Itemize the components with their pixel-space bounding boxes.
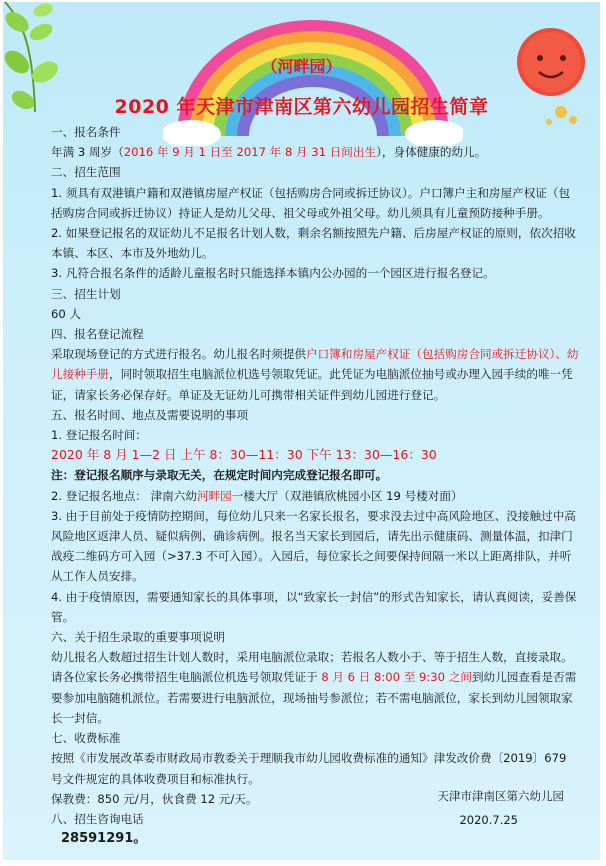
section-1-title: 一、报名条件 — [51, 125, 121, 139]
section-7-p1: 按照《市发展改革委市财政局市教委关于理顺我市幼儿园收费标准的通知》津发改价费〔2019〕679 号文件规定的具体收费项目和标准执行。 — [51, 751, 567, 786]
section-5-3: 3. 由于目前处于疫情防控期间，每位幼儿只来一名家长报名，要求没去过中高风险地区、没接触过中高风险地区返津人员、疑似病例、确诊病例。报名当天家长到园后，请先出示健康码、测量体温，扣津门战疫二维码方可入园（>37.3 不可入园）。入园后，每位家长之间要保持间隔一米以上距离排队，并听从工作人员安排。 — [51, 508, 576, 584]
registration-time: 2020 年 8 月 1—2 日 上午 8：30—11：30 下午 13：30—16：30 — [51, 447, 437, 463]
birth-range: 2016 年 9 月 1 日至 2017 年 8 月 31 日间出生 — [123, 145, 377, 160]
s6-a: 幼儿报名人数超过招生计划人数时，采用电脑派位录取；若报名人数小于、等于招生人数，直接录取。请各位家长务必携带招生电脑派位机选号领取凭证于 — [51, 650, 573, 685]
section-2-p2: 2. 如果登记报名的双证幼儿不足报名计划人数，剩余名额按照先户籍、后房屋产权证的原则，依次招收本镇、本区、本市及外地幼儿。 — [51, 226, 576, 261]
section-4-text — [51, 344, 581, 405]
section-5-4: 4. 由于疫情原因，需要通知家长的具体事项，以“致家长一封信”的形式告知家长，请认真阅读，妥善保管。 — [51, 589, 577, 624]
s4-a: 采取现场登记的方式进行报名。幼儿报名时须提供 — [51, 347, 307, 362]
campus-name: 河畔园 — [196, 488, 232, 503]
section-2-title: 二、招生范围 — [51, 165, 121, 180]
s4-b: ，同时领取招生电脑派位机选号领取凭证。此凭证为电脑派位抽号或办理入园手续的唯一凭证，请家长务必保存好。单证及无证幼儿可携带相关证件到幼儿园进行登记。 — [51, 367, 573, 402]
issue-date: 2020.7.25 — [459, 813, 518, 827]
page-title: 2020 年天津市津南区第六幼儿园招生简章 — [114, 96, 489, 118]
section-2-p1: 1. 须具有双港镇户籍和双港镇房屋产权证（包括购房合同或拆迁协议）。户口簿户主和房屋产权证（包括购房合同或拆迁协议）持证人是幼儿父母、祖父母或外祖父母。幼儿须具有儿童预防接种手册。 — [51, 185, 571, 220]
section-1-text — [51, 142, 581, 162]
s6-date: 8 月 6 日 8:00 至 9:30 之间 — [321, 670, 472, 685]
section-5-1-label: 1. 登记报名时间： — [51, 428, 147, 443]
section-2-p3: 3. 凡符合报名条件的适龄儿童报名时只能选择本镇内公办园的一个园区进行报名登记。 — [51, 266, 495, 281]
signature-block — [438, 784, 565, 832]
section-7-title: 七、收费标准 — [51, 731, 121, 746]
poster — [3, 2, 600, 860]
section-5-title: 五、报名时间、地点及需要说明的事项 — [51, 407, 249, 422]
s5-2-a: 2. 登记报名地点： 津南六幼 — [51, 488, 197, 503]
section-6-title: 六、关于招生录取的重要事项说明 — [51, 630, 225, 645]
s1-text-a: 年满 3 周岁（ — [51, 145, 124, 160]
s1-text-b: ），身体健康的幼儿。 — [376, 145, 487, 160]
s5-2-b: 一楼大厅（双港镇欣桃园小区 19 号楼对面） — [231, 488, 463, 503]
section-7-p2: 保教费：850 元/月，伙食费 12 元/天。 — [51, 791, 258, 806]
document-body — [51, 122, 581, 849]
registration-note: 注：登记报名顺序与录取无关，在规定时间内完成登记报名即可。 — [51, 468, 388, 483]
subtitle: （河畔园） — [261, 57, 342, 76]
s4-required-docs: 户口簿和房屋产权证（包括购房合同或拆迁协议）、幼儿接种手册 — [51, 347, 579, 382]
s6-b: 到幼儿园查看是否需要参加电脑随机派位。若需要进行电脑派位，现场抽号参派位；若不需电脑派位，家长到幼儿园领取家长一封信。 — [51, 670, 577, 725]
section-3-title: 三、招生计划 — [51, 286, 121, 301]
section-5-2 — [51, 486, 581, 506]
section-6-text — [51, 647, 581, 728]
section-3-text: 60 人 — [51, 306, 82, 321]
section-4-title: 四、报名登记流程 — [51, 327, 144, 342]
section-8-title: 八、招生咨询电话 — [51, 811, 144, 826]
phone-number: 28591291。 — [61, 831, 147, 847]
org-name: 天津市津南区第六幼儿园 — [437, 789, 564, 803]
